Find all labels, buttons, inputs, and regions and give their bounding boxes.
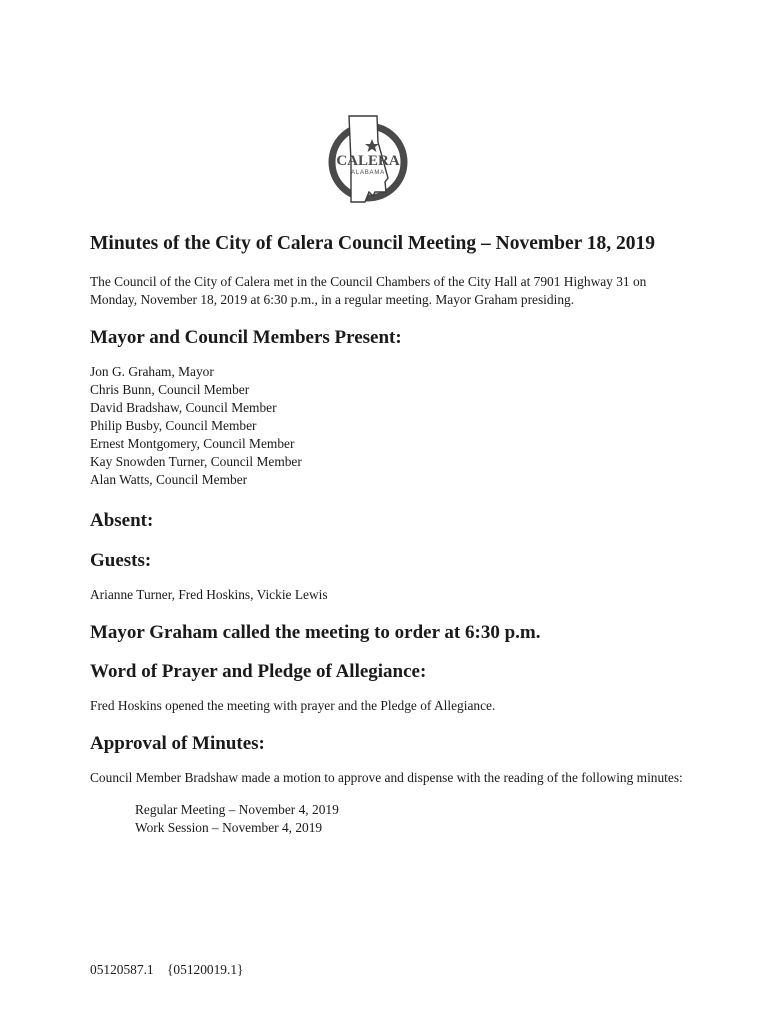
logo-subtitle: ALABAMA — [351, 170, 385, 176]
guests-heading: Guests: — [90, 550, 152, 571]
doc-id: 05120587.1 — [90, 962, 154, 977]
call-to-order-heading: Mayor Graham called the meeting to order at 6:30 p.m. — [90, 622, 541, 643]
guests-text: Arianne Turner, Fred Hoskins, Vickie Lewis — [90, 587, 328, 602]
prayer-text: Fred Hoskins opened the meeting with prayer and the Pledge of Allegiance. — [90, 698, 496, 713]
minutes-list — [135, 801, 690, 837]
prayer-heading: Word of Prayer and Pledge of Allegiance: — [90, 661, 427, 682]
intro-paragraph: The Council of the City of Calera met in the Council Chambers of the City Hall at 7901 Highway 31 on Monday, November 18, 2019 at 6:30 p.m., in a regular meeting. Mayor Graham presiding. — [90, 274, 647, 307]
present-heading: Mayor and Council Members Present: — [90, 327, 402, 348]
minutes-text: Council Member Bradshaw made a motion to approve and dispense with the reading of the following minutes: — [90, 770, 683, 785]
member-item: Chris Bunn, Council Member — [90, 382, 250, 397]
logo-name: CALERA — [336, 153, 400, 169]
document-footer — [90, 961, 243, 979]
document-title: Minutes of the City of Calera Council Meeting – November 18, 2019 — [90, 233, 656, 254]
absent-heading: Absent: — [90, 510, 154, 531]
minutes-heading: Approval of Minutes: — [90, 733, 265, 754]
member-item: Philip Busby, Council Member — [90, 418, 257, 433]
member-item: Jon G. Graham, Mayor — [90, 364, 214, 379]
calera-logo — [325, 112, 411, 210]
members-list — [90, 363, 690, 489]
member-item: David Bradshaw, Council Member — [90, 400, 277, 415]
member-item: Ernest Montgomery, Council Member — [90, 436, 295, 451]
member-item: Alan Watts, Council Member — [90, 472, 248, 487]
document-body — [90, 232, 690, 837]
minutes-item: Work Session – November 4, 2019 — [135, 820, 323, 835]
member-item: Kay Snowden Turner, Council Member — [90, 454, 302, 469]
minutes-item: Regular Meeting – November 4, 2019 — [135, 802, 339, 817]
ref-id: {05120019.1} — [167, 962, 244, 977]
